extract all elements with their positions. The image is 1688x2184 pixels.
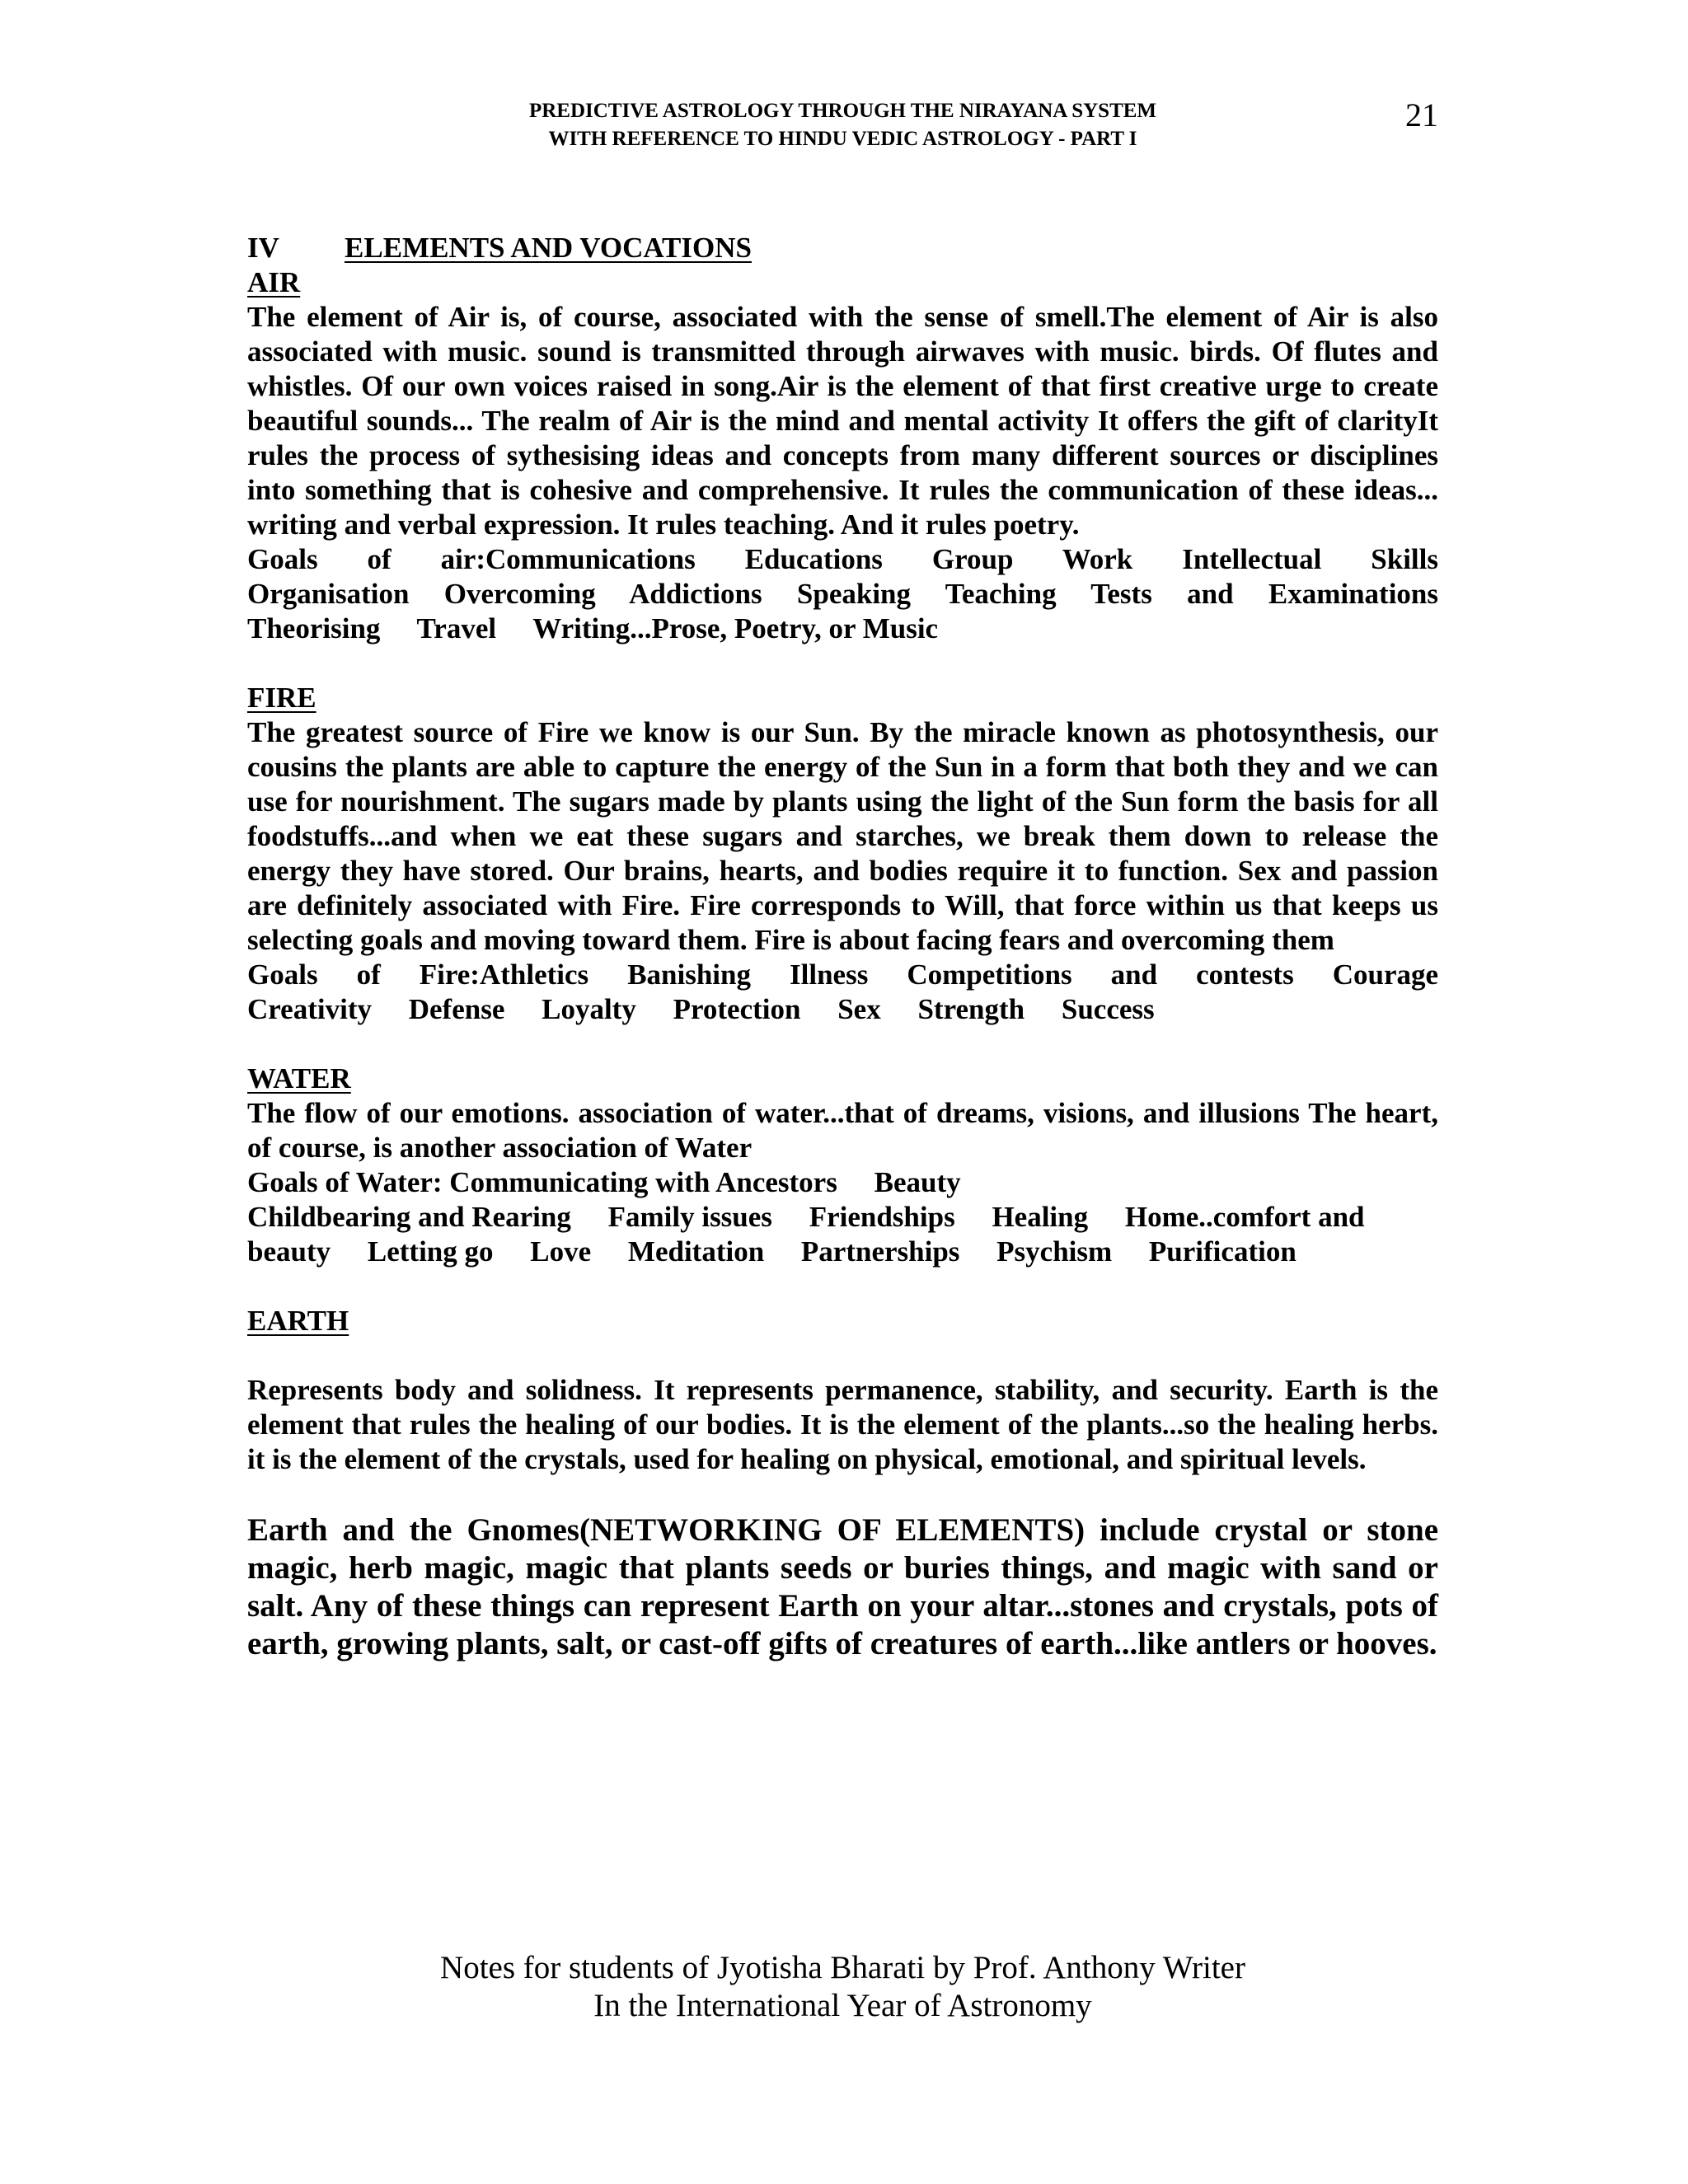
air-goal-item: Intellectual Skills — [1182, 543, 1438, 575]
fire-goal-item: Courage — [1332, 958, 1439, 991]
fire-heading-text: FIRE — [247, 682, 316, 714]
fire-goals-line-2 — [247, 992, 1438, 1027]
earth-section-heading — [247, 1304, 1438, 1338]
water-goal-item: Goals of Water: Communicating with Ancestors — [247, 1166, 837, 1198]
earth-heading-text: EARTH — [247, 1305, 349, 1337]
page-number: 21 — [1405, 96, 1438, 134]
fire-goals-line-1 — [247, 958, 1438, 992]
water-goal-item: Beauty — [874, 1166, 961, 1198]
air-goal-item: Overcoming Addictions — [443, 578, 762, 610]
air-goal-item: Speaking — [796, 578, 912, 610]
chapter-number: IV — [247, 232, 279, 264]
water-goal-item: Letting go — [367, 1235, 494, 1268]
earth-gnomes-paragraph: Earth and the Gnomes(NETWORKING OF ELEMENTS) include crystal or stone magic, herb magic, magic that plants seeds or buries things, and magic with sand or salt. Any of these things can represent Earth on your altar...stones and crystals, pots of earth, growing plants, salt, or cast-off gifts of creatures of earth...like antlers or hooves. — [247, 1512, 1438, 1661]
water-goals-line-2 — [247, 1200, 1438, 1235]
water-goal-item: Childbearing and Rearing — [247, 1201, 571, 1233]
fire-paragraph: The greatest source of Fire we know is our Sun. By the miracle known as photosynthesis, our cousins the plants are able to capture the energy of the Sun in a form that both they and we can use for nourishment. The sugars made by plants using the light of the Sun form the basis for all foodstuffs...and when we eat these sugars and starches, we break them down to release the energy they have stored. Our brains, hearts, and bodies require it to function. Sex and passion are definitely associated with Fire. Fire corresponds to Will, that force within us that keeps us selecting goals and moving toward them. Fire is about facing fears and overcoming them — [247, 716, 1438, 956]
running-head-line1: PREDICTIVE ASTROLOGY THROUGH THE NIRAYANA SYSTEM — [528, 100, 1157, 122]
water-goal-item: Friendships — [809, 1201, 955, 1233]
air-paragraph: The element of Air is, of course, associated with the sense of smell.The element of Air is also associated with music. sound is transmitted through airwaves with music. birds. Of flutes and whistles. Of our own voices raised in song.Air is the element of that first creative urge to create beautiful sounds... The realm of Air is the mind and mental activity It offers the gift of clarityIt rules the process of sythesising ideas and concepts from many different sources or disciplines into something that is cohesive and comprehensive. It rules the communication of these ideas... writing and verbal expression. It rules teaching. And it rules poetry. — [247, 301, 1438, 541]
water-goals-line-1 — [247, 1165, 1438, 1200]
fire-goal-item: Defense — [408, 993, 505, 1025]
running-head-line2: WITH REFERENCE TO HINDU VEDIC ASTROLOGY - PART I — [548, 128, 1137, 150]
fire-goal-item: Competitions and contests — [907, 958, 1294, 991]
water-goal-item: Purification — [1148, 1235, 1296, 1268]
air-goal-item: Theorising — [247, 612, 381, 644]
fire-goal-item: Loyalty — [542, 993, 636, 1025]
running-head — [247, 97, 1438, 153]
air-goal-item: Goals of air:Communications — [247, 543, 696, 575]
water-goal-item: Meditation — [627, 1235, 765, 1268]
fire-goal-item: Protection — [673, 993, 801, 1025]
fire-goal-item: Strength — [917, 993, 1025, 1025]
fire-goal-item: Sex — [837, 993, 881, 1025]
fire-goal-item: Banishing Illness — [627, 958, 869, 991]
fire-goal-item: Goals of Fire:Athletics — [247, 958, 589, 991]
water-goal-item: Home..comfort and — [1124, 1201, 1365, 1233]
air-goals-line-1 — [247, 542, 1438, 577]
water-goal-item: Family issues — [607, 1201, 772, 1233]
air-goal-item: Educations — [744, 543, 883, 575]
air-goals-line-3 — [247, 612, 1438, 646]
water-paragraph: The flow of our emotions. association of water...that of dreams, visions, and illusions The heart, of course, is another association of Water — [247, 1097, 1438, 1164]
air-goal-item: Writing...Prose, Poetry, or Music — [532, 612, 939, 644]
page-body — [247, 231, 1438, 1663]
water-heading-text: WATER — [247, 1062, 351, 1094]
air-heading-text: AIR — [247, 266, 301, 298]
chapter-heading — [247, 231, 1438, 265]
air-section-heading — [247, 265, 1438, 300]
air-goal-item: Organisation — [247, 578, 410, 610]
water-goals-line-3 — [247, 1235, 1438, 1269]
footer-line1: Notes for students of Jyotisha Bharati by Prof. Anthony Writer — [440, 1950, 1245, 1985]
fire-goal-item: Success — [1061, 993, 1155, 1025]
water-goal-item: Healing — [992, 1201, 1089, 1233]
air-goal-item: Teaching Tests and Examinations — [945, 578, 1439, 610]
footer-line2: In the International Year of Astronomy — [593, 1988, 1092, 2023]
air-goals-line-2 — [247, 577, 1438, 612]
water-goal-item: beauty — [247, 1235, 331, 1268]
air-goal-item: Group Work — [931, 543, 1133, 575]
chapter-title: ELEMENTS AND VOCATIONS — [345, 232, 752, 264]
water-section-heading — [247, 1062, 1438, 1096]
fire-goal-item: Creativity — [247, 993, 372, 1025]
air-goal-item: Travel — [416, 612, 497, 644]
fire-section-heading — [247, 681, 1438, 715]
water-goal-item: Psychism — [996, 1235, 1113, 1268]
page-footer — [247, 1949, 1438, 2025]
water-goal-item: Partnerships — [800, 1235, 960, 1268]
water-goal-item: Love — [530, 1235, 592, 1268]
earth-paragraph: Represents body and solidness. It represents permanence, stability, and security. Earth is the element that rules the healing of our bodies. It is the element of the plants...so the healing herbs. it is the element of the crystals, used for healing on physical, emotional, and spiritual levels. — [247, 1374, 1438, 1475]
